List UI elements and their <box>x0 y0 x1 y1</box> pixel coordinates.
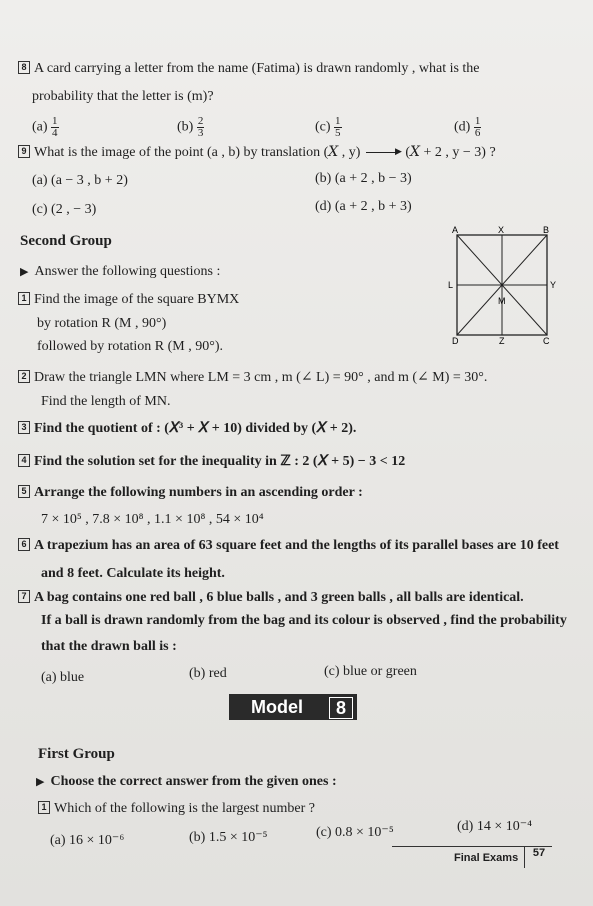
page-number: 57 <box>524 846 553 868</box>
model-number: 8 <box>329 697 353 719</box>
label-c: C <box>543 336 550 346</box>
label-z: Z <box>499 336 505 346</box>
option-b: (b) $\frac{2}{3}$ <box>177 115 204 139</box>
label-x: X <box>498 225 505 235</box>
label-d: D <box>452 336 459 346</box>
label-y: Y <box>550 280 557 290</box>
question-text-cont: by rotation R (M , 90°) <box>37 316 167 331</box>
question-text: Find the image of the square BYMX <box>34 292 240 307</box>
sg-question-6 <box>18 538 559 554</box>
question-text-cont: If a ball is drawn randomly from the bag and its colour is observed , find the probability <box>41 613 567 628</box>
sg-question-3 <box>18 421 356 437</box>
question-text: A card carrying a letter from the name (Fatima) is drawn randomly , what is the <box>34 61 480 76</box>
question-text-cont: probability that the letter is (m)? <box>32 89 214 104</box>
square-figure <box>440 222 560 347</box>
sg-question-7 <box>18 590 524 606</box>
footer-label: Final Exams <box>454 852 519 864</box>
fg-question-1 <box>38 801 315 817</box>
question-number: 1 <box>18 292 30 305</box>
sg-question-5 <box>18 485 363 501</box>
option-c: (c) $\frac{1}{5}$ <box>315 115 341 139</box>
option-a: (a) (a − 3 , b + 2) <box>32 173 128 188</box>
option-d: (d) 14 × 10⁻⁴ <box>457 819 532 834</box>
option-b: (b) (a + 2 , b − 3) <box>315 171 412 186</box>
question-text-cont: followed by rotation R (M , 90°). <box>37 339 224 354</box>
instruction: ▶ Choose the correct answer from the given ones : <box>36 774 337 789</box>
sg-question-2 <box>18 369 487 386</box>
question-number: 7 <box>18 590 30 603</box>
question-number: 2 <box>18 370 30 383</box>
question-text: A bag contains one red ball , 6 blue balls , and 3 green balls , all balls are identical. <box>34 590 524 605</box>
option-d: (d) (a + 2 , b + 3) <box>315 199 412 214</box>
option-b: (b) red <box>189 666 227 681</box>
option-a: (a) 16 × 10⁻⁶ <box>50 833 125 848</box>
sg-question-1 <box>18 292 239 308</box>
label-b: B <box>543 225 550 235</box>
question-9 <box>18 144 496 161</box>
option-c: (c) (2 , − 3) <box>32 202 97 217</box>
label-a: A <box>452 225 459 235</box>
option-a: (a) $\frac{1}{4}$ <box>32 115 58 139</box>
question-text: What is the image of the point (a , b) by translation (𝑋 , y) <box>34 145 361 160</box>
question-number: 6 <box>18 538 30 551</box>
sg-question-4 <box>18 453 405 470</box>
section-title: First Group <box>38 746 115 762</box>
section-title: Second Group <box>20 233 112 249</box>
question-number: 4 <box>18 454 30 467</box>
question-text: Draw the triangle LMN where LM = 3 cm , m (∠ L) = 90° , and m (∠ M) = 30°. <box>34 370 488 385</box>
question-text-cont: and 8 feet. Calculate its height. <box>41 566 225 581</box>
option-d: (d) $\frac{1}{6}$ <box>454 115 481 139</box>
option-b: (b) 1.5 × 10⁻⁵ <box>189 830 268 845</box>
question-number: 3 <box>18 421 30 434</box>
question-number: 8 <box>18 61 30 74</box>
question-text-cont: that the drawn ball is : <box>41 639 177 654</box>
instruction: ▶ Answer the following questions : <box>20 264 221 279</box>
arrow-head-icon: ▶ <box>394 146 402 156</box>
question-text-cont: Find the length of MN. <box>41 394 171 409</box>
option-c: (c) blue or green <box>324 664 417 679</box>
bullet-arrow-icon: ▶ <box>20 266 29 278</box>
model-banner <box>229 694 357 720</box>
question-target: (𝑋 + 2 , y − 3) ? <box>405 145 496 160</box>
question-text: A trapezium has an area of 63 square feet and the lengths of its parallel bases are 10 feet <box>34 538 559 553</box>
question-8 <box>18 61 480 77</box>
number-list: 7 × 10⁵ , 7.8 × 10⁸ , 1.1 × 10⁸ , 54 × 10⁴ <box>41 512 264 527</box>
question-text: Arrange the following numbers in an ascending order : <box>34 485 363 500</box>
question-text: Which of the following is the largest number ? <box>54 801 316 816</box>
bullet-arrow-icon: ▶ <box>36 776 45 788</box>
question-text: Find the solution set for the inequality in ℤ : 2 (𝑋 + 5) − 3 < 12 <box>34 454 406 469</box>
option-a: (a) blue <box>41 670 85 685</box>
arrow-icon <box>366 152 398 153</box>
question-number: 1 <box>38 801 50 814</box>
label-m: M <box>498 296 506 306</box>
question-number: 5 <box>18 485 30 498</box>
page-footer <box>392 846 552 868</box>
question-number: 9 <box>18 145 30 158</box>
model-label: Model <box>251 697 303 717</box>
question-text: Find the quotient of : (𝑋³ + 𝑋 + 10) divided by (𝑋 + 2). <box>34 421 357 436</box>
label-l: L <box>448 280 454 290</box>
option-c: (c) 0.8 × 10⁻⁵ <box>316 825 394 840</box>
